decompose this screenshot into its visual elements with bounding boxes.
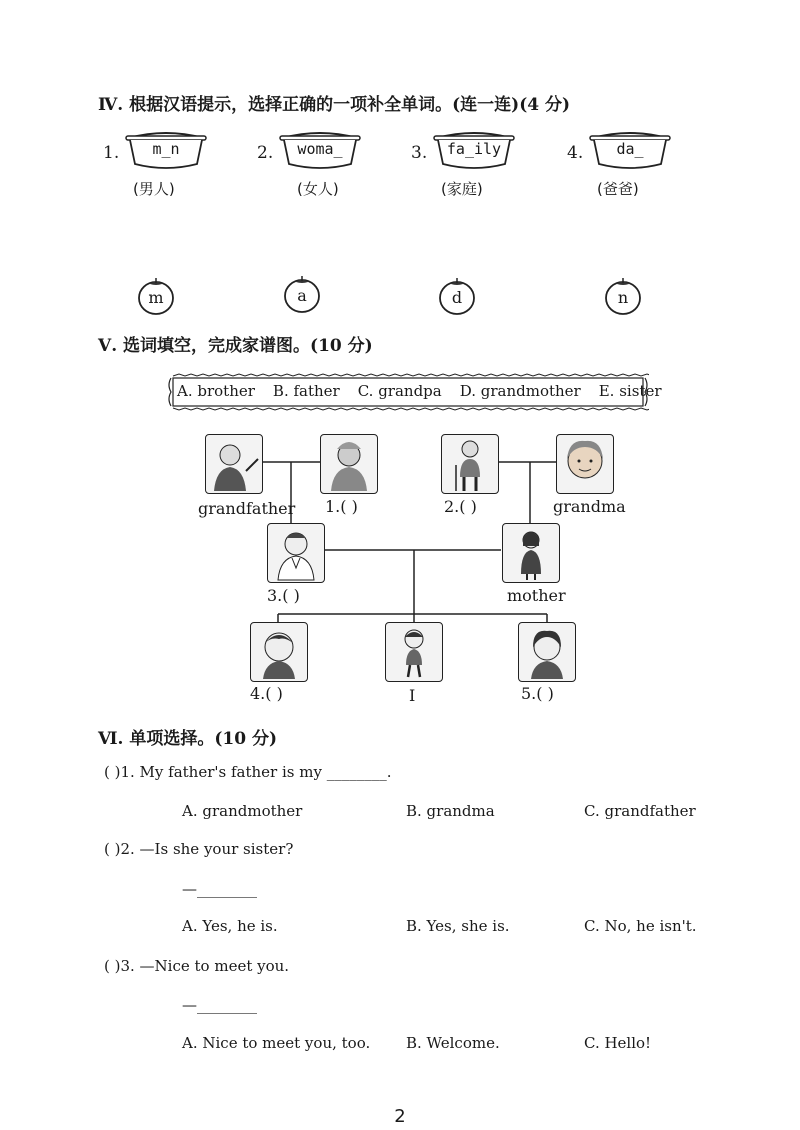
item-3-word: fa_ily (446, 140, 502, 158)
label-blank-2: 2.( ) (444, 497, 477, 516)
question-3-stem: ( )3. —Nice to meet you. (104, 957, 290, 975)
item-1-number: 1. (103, 143, 120, 163)
label-grandfather: grandfather (198, 499, 296, 518)
sister-photo (518, 622, 576, 682)
letter-m: m (148, 288, 164, 307)
me-photo (385, 622, 443, 682)
question-1-stem: ( )1. My father's father is my ________. (104, 763, 392, 781)
label-blank-1: 1.( ) (325, 497, 358, 516)
item-4-word: da_ (616, 140, 644, 158)
item-1-word: m_n (152, 140, 180, 158)
item-1-meaning: (男人) (133, 180, 175, 198)
question-2-stem: ( )2. —Is she your sister? (104, 840, 294, 858)
question-3-answer-line: —________ (182, 996, 257, 1014)
item-2-meaning: (女人) (297, 180, 339, 198)
label-blank-4: 4.( ) (250, 684, 283, 703)
item-2-word: woma_ (297, 140, 343, 158)
grandma-photo (556, 434, 614, 494)
question-2-option-c: C. No, he isn't. (584, 917, 697, 935)
father-photo (267, 523, 325, 583)
question-2-option-b: B. Yes, she is. (406, 917, 510, 935)
question-3-option-b: B. Welcome. (406, 1034, 500, 1052)
brother-photo (250, 622, 308, 682)
label-grandma: grandma (553, 497, 626, 516)
grandfather-photo (205, 434, 263, 494)
item-2-number: 2. (257, 143, 274, 163)
question-3-option-a: A. Nice to meet you, too. (182, 1034, 371, 1052)
grandmother-photo (320, 434, 378, 494)
item-4-number: 4. (567, 143, 584, 163)
option-b: B. father (272, 382, 340, 400)
question-2-option-a: A. Yes, he is. (182, 917, 278, 935)
grandpa-photo (441, 434, 499, 494)
letter-a: a (297, 286, 307, 305)
question-2-answer-line: —________ (182, 880, 257, 898)
question-1-option-c: C. grandfather (584, 802, 696, 820)
label-blank-3: 3.( ) (267, 586, 300, 605)
section-6-heading: Ⅵ. 单项选择。(10 分) (98, 729, 278, 749)
mother-photo (502, 523, 560, 583)
letter-d: d (451, 288, 463, 307)
section-4-heading: Ⅳ. 根据汉语提示，选择正确的一项补全单词。(连一连)(4 分) (98, 95, 571, 115)
question-1-option-a: A. grandmother (182, 802, 303, 820)
question-1-option-b: B. grandma (406, 802, 495, 820)
option-c: C. grandpa (357, 382, 442, 400)
option-d: D. grandmother (459, 382, 581, 400)
page-number: 2 (394, 1106, 406, 1127)
label-blank-5: 5.( ) (521, 684, 554, 703)
letter-n: n (617, 288, 629, 307)
item-4-meaning: (爸爸) (597, 180, 639, 198)
option-a: A. brother (177, 382, 255, 400)
question-3-option-c: C. Hello! (584, 1034, 652, 1052)
item-3-number: 3. (411, 143, 428, 163)
item-3-meaning: (家庭) (441, 180, 483, 198)
section-5-heading: Ⅴ. 选词填空，完成家谱图。(10 分) (98, 336, 373, 356)
label-me: I (409, 686, 416, 705)
label-mother: mother (507, 586, 566, 605)
option-e: E. sister (598, 382, 662, 400)
